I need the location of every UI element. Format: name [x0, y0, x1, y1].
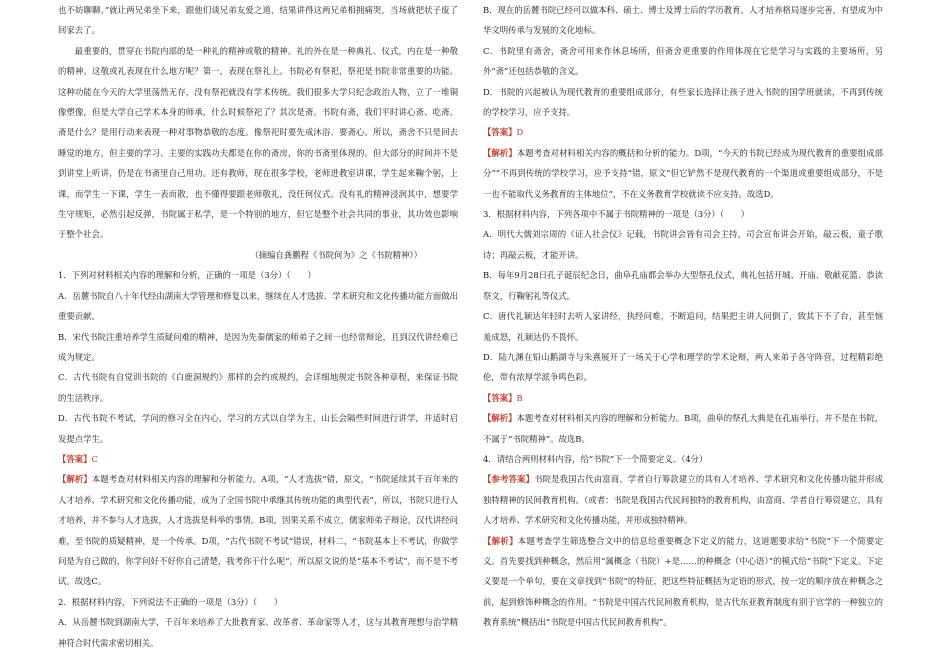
q4-stem: 4．请结合两则材料内容，给“书院”下一个简要定义。（4分）	[483, 453, 708, 464]
q1-option-c: C．古代书院有自觉训书院的《白鹿洞规约》那样的会约或规约，会详细地规定书院各种章程，来保证书院的生活秩序。	[58, 372, 458, 403]
q1-option-b: B．宋代书院注重培养学生质疑问难的精神，是因为先秦儒家的师弟子之间一也经常辩论，且到汉代讲经难已成为规定。	[58, 331, 458, 362]
analysis-text: 本题考查学生筛选整合文中的信息给重要概念下定义的能力，这道题要求给“书院”下一个简要定义。首先要找到种概念，然后用“属概念（书院）+是……的种概念（中心语）”的模式给“书院”下定义。下定义要是一个单句，要在文章找到“书院”的特征，把这些特征概括为定语的形式，按一定的顺序放在种概念之前，起到修饰种概念的作用。“书院是中国古代民间教育机构，是古代东亚教育制度有别于官学的一种独立的教育系统”概括出“书院是中国古代民间教育机构”。	[483, 535, 884, 628]
q2-option-c: C．书院里有斋舍，斋舍可用来作休息场所，但斋舍更重要的作用体现在它是学习与实践的主要场所，另外“斋”还包括恭敬的含义。	[483, 45, 883, 77]
answer-value: B	[516, 392, 523, 403]
q2-option-a: A．从岳麓书院到湖南大学，千百年来培养了大批教育家、改革者、革命家等人才，这与其教育理想与治学精神符合时代需求密切相关。	[58, 617, 458, 648]
q1-analysis	[58, 469, 458, 591]
analysis-label: 【解析】	[58, 474, 92, 485]
right-column	[483, 0, 883, 633]
q2-option-b: B．现在的岳麓书院已经可以做本科、硕士、博士及博士后的学历教育。人才培养格局逐步完善，有望成为中华文明传承与发展的文化地标。	[483, 5, 883, 36]
q3-option-d: D．陆九渊在铅山鹅湖寺与朱熹展开了一场关于心学和理学的学术论辩，两人来弟子各守阵营，过程精彩绝伦，带有浓厚学派争鸣色彩。	[483, 351, 883, 383]
analysis-label: 【解析】	[483, 147, 517, 158]
q1-option-a: A．岳麓书院自八十年代经由湖南大学管理和修复以来，继续在人才选拔、学术研究和文化传播功能方面做出重要贡献。	[58, 290, 458, 322]
q1-option-d: D．古代书院不考试，学问的修习全在内心，学习的方式以自学为主，山长会隔些时间进行讲学，并适时启发提点学生。	[58, 413, 458, 444]
q3-option-b: B．每年9月28日孔子诞辰纪念日，曲阜孔庙都会举办大型祭孔仪式，典礼包括开城、开庙、敬献花篮、恭读祭文，行鞠躬礼等仪式。	[483, 270, 883, 301]
answer-label: 【答案】	[58, 453, 92, 464]
q2-analysis	[483, 143, 883, 204]
reference-answer-label: 【参考答案】	[483, 474, 535, 485]
left-column	[58, 0, 458, 653]
passage-source: （摘编自龚鹏程《书院何为》之《书院精神》）	[250, 249, 422, 260]
analysis-text: 本题考查对材料相关内容的理解和分析能力。A项，“人才选拔”错，原文，“书院延续其千百年来的人才培养、学术研究和文化传播功能，成为了全国书院中承继其传统功能的典型代表”，所以，书院只进行人才培养，并不参与人才选拔，人才选拔是科举的事情。B项，因果关系不成立，儒家师弟子辩论，汉代讲经问难，至书院的质疑精神，是一个传承。D项，“古代书院不考试”错误，材料二，“书院基本上不考试，你做学问是为自己做的，你学问好不好你自己清楚，我考你干什么呢”，所以原文说的是“基本不考试”，而不是不考试。故选C。	[58, 474, 459, 587]
answer-value: D	[516, 127, 524, 138]
answer-value: C	[91, 453, 98, 464]
analysis-text: 本题考查对材料相关内容的概括和分析的能力。D项，“今天的书院已经成为现代教育的重要组成部分”“不再到传统的学校学习，应予支持”错，原文“但它铲然不是现代教育的一个渠道或重要组成部分，不是一也不能取代义务教育的主体地位”，不在义务教育学校就读不应支持。故选D。	[483, 147, 884, 199]
passage-tail: 也不妨聊聊。”就让两兄弟坐下来，跟他们谈兄弟友爱之道，结果讲得这两兄弟相拥痛哭，当场就把状子废了回家去了。	[58, 5, 458, 36]
q3-analysis	[483, 408, 883, 449]
q4-analysis	[483, 531, 883, 633]
q1-stem: 1．下列对材料相关内容的理解和分析，正确的一项是（3分）（ ）	[58, 270, 316, 281]
q3-answer	[483, 388, 883, 408]
q2-stem: 2．根据材料内容，下列说法不正确的一项是（3分）（ ）	[58, 596, 283, 607]
q1-answer	[58, 449, 458, 469]
q3-stem: 3．根据材料内容，下列各项中不属于书院精神的一项是（3分）（ ）	[483, 209, 750, 220]
analysis-label: 【解析】	[483, 535, 518, 546]
passage-paragraph: 最重要的，贯穿在书院内部的是一种礼的精神或敬的精神。礼的外在是一种典礼、仪式，内在是一种敬的精神。这敬或礼表现在什么地方呢？第一，表现在祭礼上。书院必有祭祀，祭祀是书院非常重要的功能。这种功能在今天的大学里荡然无存，没有祭祀就没有学术传统。我们很多大学只纪念政治人物，立了一堆铜像塑像，但是大学自己学术本身的师承，什么时候祭祀了？其次是斋。书院有斋，我们平时讲心斋、吃斋。斋是什么？是用行动来表现一种对事物恭敬的态度。像祭祀时要先戒沐浴、要斋心。所以，斋舍不只是回去睡觉的地方，但主要的学习、主要的实践功夫都是在你的斋房，你的书斋里体现的。但大部分的时间并不是到讲堂上听讲，仍是在书斋里自己用功。还有教师，现在很多学校，老师进教室讲课，学生起来鞠个躬，上课，而学生一下课，学生一表而散，也不懂得要跟老师敬礼，没任何仪式。没有礼的精神浸润其中，想要学生守规矩，必然引起反弹，书院属于私学，是一个特别的地方，但它是整个社会共同的事业，其功效也影响于整个社会。	[58, 45, 458, 240]
reference-answer-text: 书院是我国古代由富商、学者自行筹款建立的具有人才培养、学术研究和文化传播功能并形成独特精神的民间教育机构。（或者：书院是我国古代民间独特的教育机构，由富商、学者自行筹资建立，具有人才培养、学术研究和文化传播功能，并形成独特精神。	[483, 474, 884, 526]
q2-option-d: D．书院的兴起被认为现代教育的重要组成部分，有些家长选择让孩子进入书院的国学班就读，不再到传统的学校学习，应予支持。	[483, 86, 883, 118]
answer-label: 【答案】	[483, 392, 517, 403]
q4-reference-answer	[483, 469, 883, 530]
q3-option-c: C．唐代礼颖达年轻时去听人家讲经，执经问难，不断追问，结果把主讲人问倒了，致其下不了台，甚至恼羞成怒，礼颖达仍不畏怀。	[483, 311, 883, 342]
answer-label: 【答案】	[483, 127, 517, 138]
analysis-label: 【解析】	[483, 413, 517, 424]
q2-answer	[483, 122, 883, 142]
analysis-text: 本题考查对材料相关内容的理解和分析能力。B项，曲阜的祭孔大典是在孔庙举行，并不是在书院，不属于“书院精神”。故选B。	[483, 413, 884, 444]
q3-option-a: A．明代大儒刘宗周的《证人社会仪》记载，书院讲会皆有司会主持，司会宣布讲会开始，敲云板，童子歌诗；再敲云板，才能开讲。	[483, 229, 883, 260]
